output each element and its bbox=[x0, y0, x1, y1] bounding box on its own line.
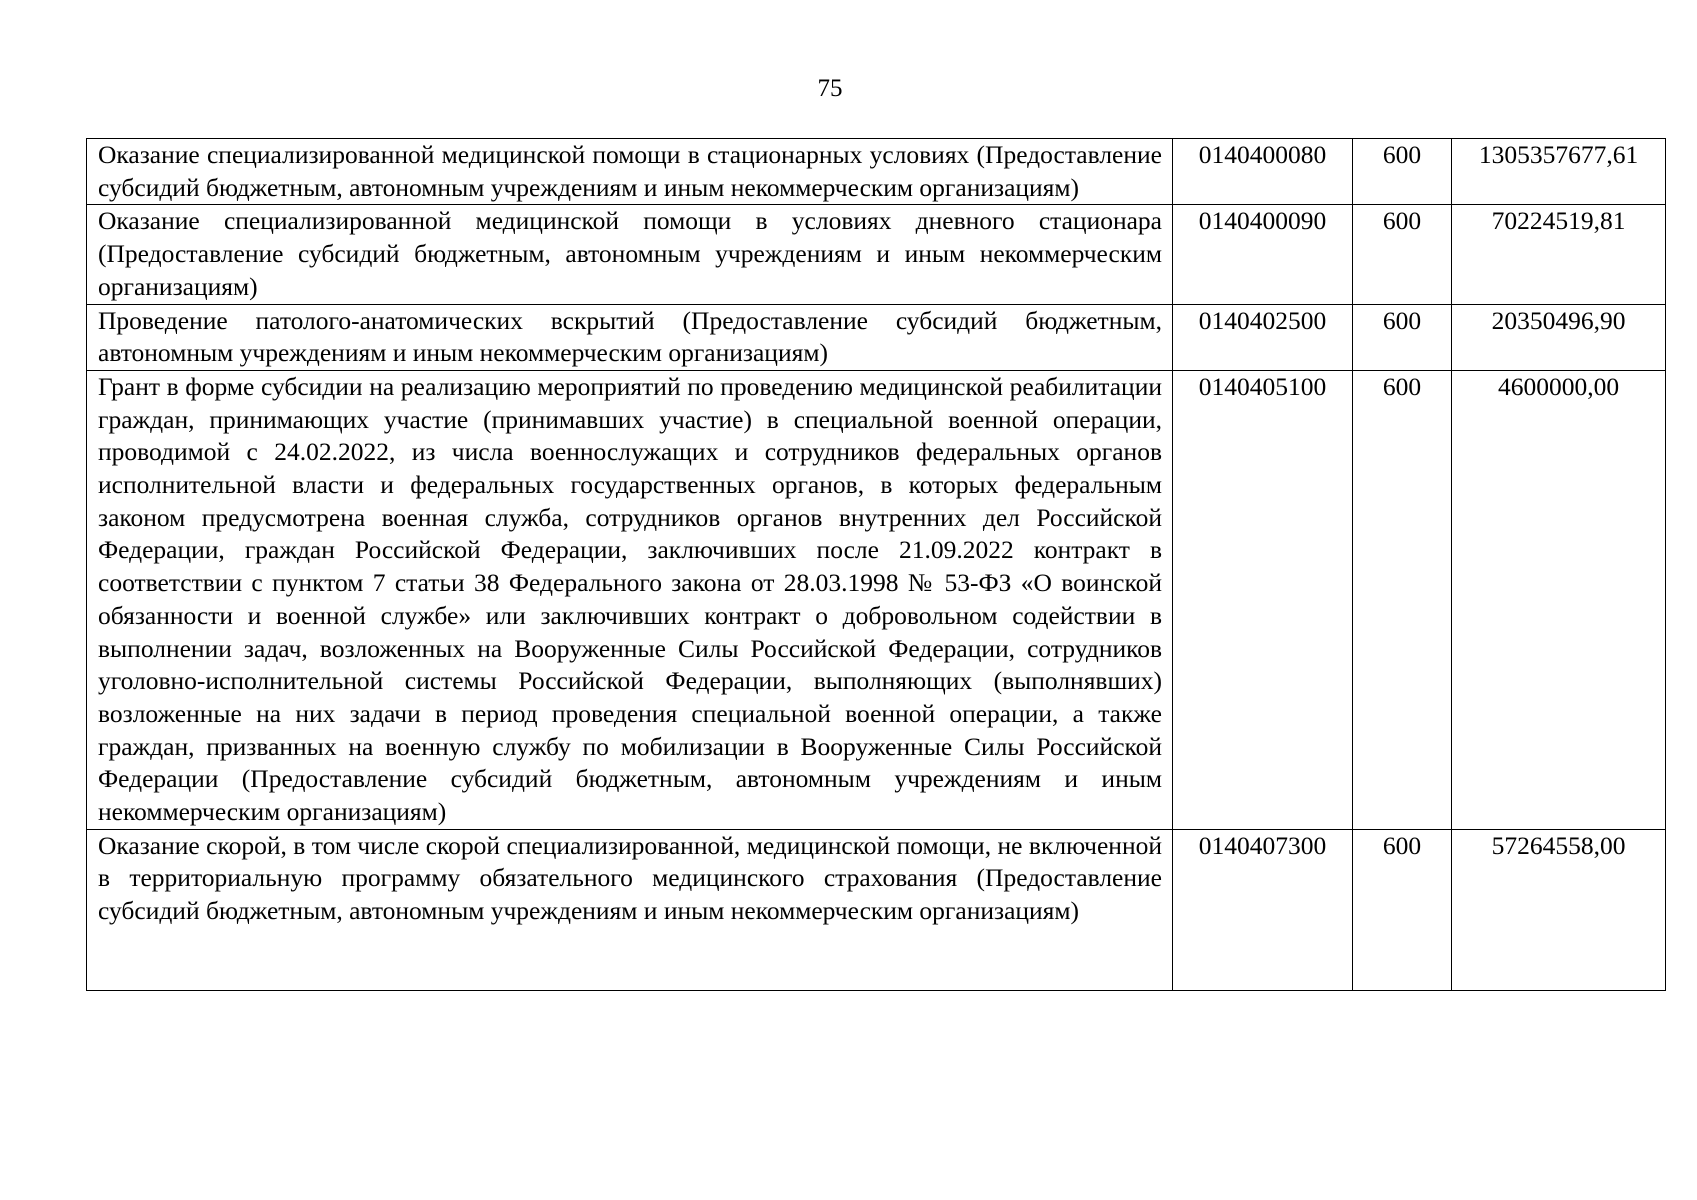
table-row bbox=[87, 139, 1666, 205]
row-target-code: 0140400080 bbox=[1173, 139, 1353, 205]
row-target-code: 0140405100 bbox=[1173, 370, 1353, 829]
row-expense-type: 600 bbox=[1353, 829, 1452, 990]
row-description: Оказание специализированной медицинской помощи в условиях дневного стационара (Предоставление субсидий бюджетным, автономным учреждениям и иным некоммерческим организациям) bbox=[87, 205, 1173, 304]
table-row bbox=[87, 205, 1666, 304]
row-expense-type: 600 bbox=[1353, 370, 1452, 829]
row-amount: 57264558,00 bbox=[1452, 829, 1666, 990]
row-amount: 4600000,00 bbox=[1452, 370, 1666, 829]
row-amount: 20350496,90 bbox=[1452, 304, 1666, 370]
row-description: Грант в форме субсидии на реализацию мероприятий по проведению медицинской реабилитации граждан, принимающих участие (принимавших участие) в специальной военной операции, проводимой с 24.02.2022, из числа военнослужащих и сотрудников федеральных органов исполнительной власти и федеральных государственных органов, в которых федеральным законом предусмотрена военная служба, сотрудников органов внутренних дел Российской Федерации, граждан Российской Федерации, заключивших после 21.09.2022 контракт в соответствии с пунктом 7 статьи 38 Федерального закона от 28.03.1998 № 53-ФЗ «О воинской обязанности и военной службе» или заключивших контракт о добровольном содействии в выполнении задач, возложенных на Вооруженные Силы Российской Федерации, сотрудников уголовно-исполнительной системы Российской Федерации, выполняющих (выполнявших) возложенные на них задачи в период проведения специальной военной операции, а также граждан, призванных на военную службу по мобилизации в Вооруженные Силы Российской Федерации (Предоставление субсидий бюджетным, автономным учреждениям и иным некоммерческим организациям) bbox=[87, 370, 1173, 829]
row-description: Оказание скорой, в том числе скорой специализированной, медицинской помощи, не включенной в территориальную программу обязательного медицинского страхования (Предоставление субсидий бюджетным, автономным учреждениям и иным некоммерческим организациям) bbox=[87, 829, 1173, 990]
row-description: Проведение патолого-анатомических вскрытий (Предоставление субсидий бюджетным, автономным учреждениям и иным некоммерческим организациям) bbox=[87, 304, 1173, 370]
row-amount: 1305357677,61 bbox=[1452, 139, 1666, 205]
row-expense-type: 600 bbox=[1353, 139, 1452, 205]
table-row bbox=[87, 304, 1666, 370]
row-expense-type: 600 bbox=[1353, 205, 1452, 304]
page-number: 75 bbox=[817, 75, 843, 102]
row-expense-type: 600 bbox=[1353, 304, 1452, 370]
table-row bbox=[87, 370, 1666, 829]
budget-table bbox=[86, 138, 1666, 991]
table-row bbox=[87, 829, 1666, 990]
row-amount: 70224519,81 bbox=[1452, 205, 1666, 304]
row-target-code: 0140407300 bbox=[1173, 829, 1353, 990]
row-description: Оказание специализированной медицинской помощи в стационарных условиях (Предоставление субсидий бюджетным, автономным учреждениям и иным некоммерческим организациям) bbox=[87, 139, 1173, 205]
row-target-code: 0140402500 bbox=[1173, 304, 1353, 370]
row-target-code: 0140400090 bbox=[1173, 205, 1353, 304]
